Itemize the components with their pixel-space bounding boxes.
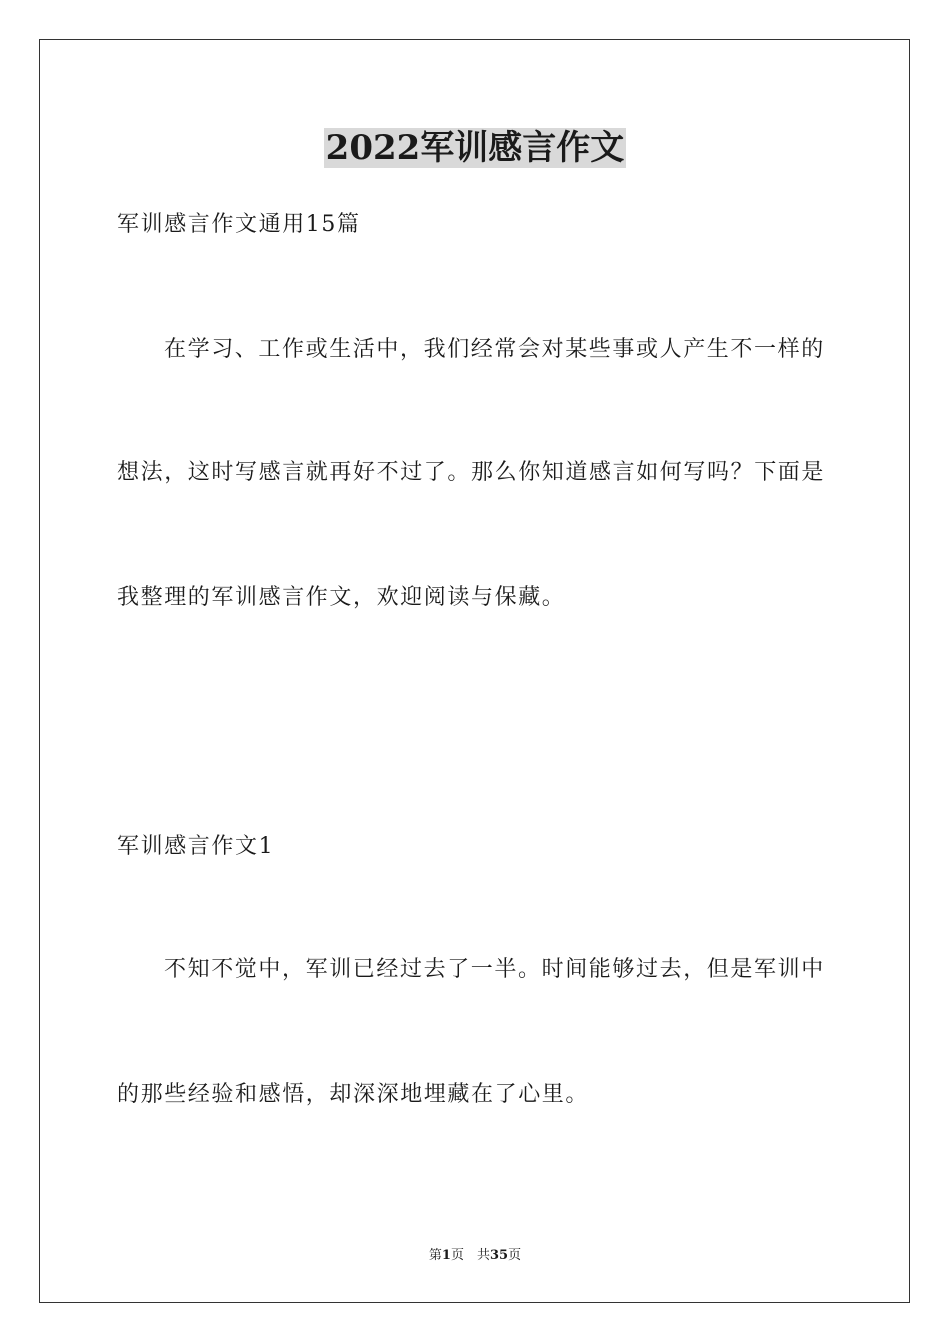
section-line-1: 不知不觉中，军训已经过去了一半。时间能够过去，但是军训中 (164, 957, 825, 982)
footer-total-pages: 35 (489, 1248, 509, 1263)
section-heading: 军训感言作文1 (117, 834, 275, 859)
footer-page-number: 1 (441, 1248, 451, 1263)
intro-line-1: 在学习、工作或生活中，我们经常会对某些事或人产生不一样的 (164, 337, 825, 362)
document-title-text: 2022军训感言作文 (325, 128, 625, 168)
document-title (0, 126, 950, 170)
section-line-2: 的那些经验和感悟，却深深地埋藏在了心里。 (117, 1082, 590, 1107)
page-footer (0, 1247, 950, 1265)
footer-mid: 页 共 (450, 1248, 490, 1263)
intro-line-2: 想法，这时写感言就再好不过了。那么你知道感言如何写吗？下面是 (117, 460, 826, 485)
document-subtitle: 军训感言作文通用15篇 (117, 212, 361, 237)
footer-suffix: 页 (508, 1248, 522, 1263)
footer-prefix: 第 (428, 1248, 442, 1263)
intro-line-3: 我整理的军训感言作文，欢迎阅读与保藏。 (117, 585, 566, 610)
